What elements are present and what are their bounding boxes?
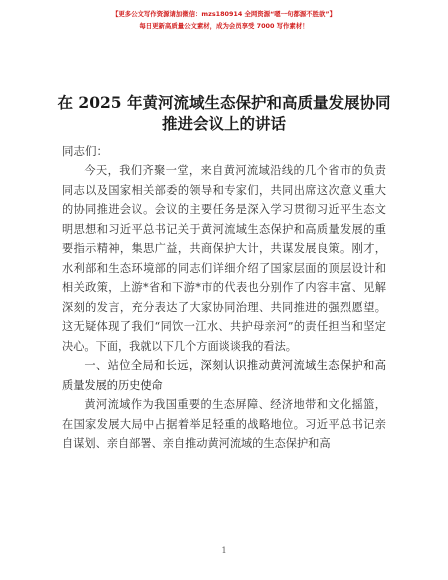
page-number: 1: [221, 546, 227, 555]
promo-banner-line-1: 【更多公文写作资源请加微信：mzs180914 全网资源“嗯一句都源不胜欲”】: [111, 10, 337, 18]
section-heading-1: 一、站位全局和长远，深刻认识推动黄河流域生态保护和高质量发展的历史使命: [62, 359, 386, 392]
promo-banner-line-2: 每日更新高质量公文素材，成为会员享受 7000 写作素材！: [139, 22, 309, 30]
document-title-line-2: 推进会议上的讲话: [161, 114, 286, 133]
paragraph-2: 黄河流域作为我国重要的生态屏障、经济地带和文化摇篮，在国家发展大局中占据着举足轻重的战略地位。习近平总书记亲自谋划、亲自部署、亲自推动黄河流域的生态保护和高: [62, 398, 386, 450]
document-body: [62, 161, 386, 454]
paragraph-1: 今天，我们齐聚一堂，来自黄河流域沿线的几个省市的负责同志以及国家相关部委的领导和专家们，共同出席这次意义重大的协同推进会议。会议的主要任务是深入学习贯彻习近平生态文明思想和习近平总书记关于黄河流域生态保护和高质量发展的重要指示精神，集思广益，共商保护大计，共谋发展良策。刚才，水利部和生态环境部的同志们详细介绍了国家层面的顶层设计和相关政策，上游*省和下游*市的代表也分别作了内容丰富、见解深刻的发言，充分表达了大家协同治理、共同推进的强烈愿望。这无疑体现了我们“同饮一江水、共护母亲河”的责任担当和坚定决心。下面，我就以下几个方面谈谈我的看法。: [62, 164, 386, 353]
salutation: 同志们：: [62, 144, 108, 158]
document-title-line-1: 在 2025 年黄河流域生态保护和高质量发展协同: [57, 93, 391, 112]
